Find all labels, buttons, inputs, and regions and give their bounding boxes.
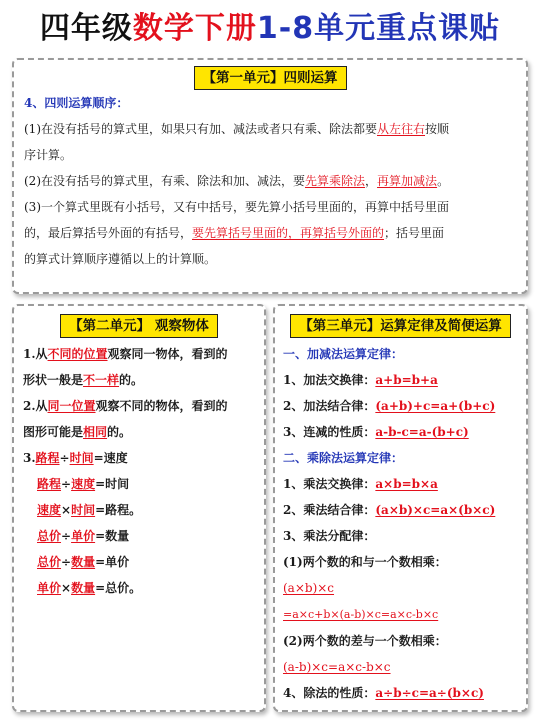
law-add-commutative: 1、加法交换律：a+b=b+a — [283, 373, 438, 387]
highlight-brackets: 要先算括号里面的，再算括号外面的 — [192, 226, 385, 240]
law-mul-associative: 2、乘法结合律：(a×b)×c=a×(b×c) — [283, 503, 496, 517]
unit3-card — [273, 304, 528, 712]
formula-row: 单价×数量=总价。 — [37, 581, 142, 595]
unit1-card — [12, 58, 528, 294]
unit1-rule1-line1: (1)在没有括号的算式里，如果只有加、减法或者只有乘、除法都要从左往右按顺 — [24, 122, 450, 136]
distributive-sum-label: (1)两个数的和与一个数相乘： — [283, 555, 447, 569]
unit1-section-title: 4、四则运算顺序： — [24, 96, 129, 110]
page-title — [0, 6, 540, 52]
unit2-line1: 1.从不同的位置观察同一物体，看到的 — [23, 347, 228, 361]
law-distributive-label: 3、乘法分配律： — [283, 529, 376, 543]
formula-row: 总价÷数量=单价 — [37, 555, 130, 569]
title-units: 1-8单元重点课贴 — [256, 11, 501, 46]
distributive-sum-formula-2: =a×c+b×(a-b)×c=a×c-b×c — [283, 608, 439, 621]
unit2-card — [12, 304, 266, 712]
unit2-line4: 图形可能是相同的。 — [23, 425, 132, 439]
highlight-add-sub-then: 再算加减法 — [377, 174, 438, 188]
unit1-rule3-line1: (3)一个算式里既有小括号，又有中括号，要先算小括号里面的，再算中括号里面 — [24, 200, 450, 214]
unit1-rule2: (2)在没有括号的算式里，有乘、除法和加、减法，要先算乘除法，再算加减法。 — [24, 174, 450, 188]
law-subtraction-property: 3、连减的性质：a-b-c=a-(b+c) — [283, 425, 469, 439]
highlight-mul-div-first: 先算乘除法 — [305, 174, 366, 188]
formula-row: 总价÷单价=数量 — [37, 529, 130, 543]
formula-row: 速度×时间=路程。 — [37, 503, 142, 517]
law-division-property: 4、除法的性质：a÷b÷c=a÷(b×c) — [283, 686, 484, 700]
law-add-associative: 2、加法结合律：(a+b)+c=a+(b+c) — [283, 399, 496, 413]
unit2-line2: 形状一般是不一样的。 — [23, 373, 144, 387]
unit1-rule1-line2: 序计算。 — [24, 148, 73, 162]
unit3-header: 【第三单元】运算定律及简便运算 — [290, 314, 511, 338]
unit2-line3: 2.从同一位置观察不同的物体，看到的 — [23, 399, 228, 413]
unit1-rule3-line2: 的，最后算括号外面的有括号，要先算括号里面的，再算括号外面的；括号里面 — [24, 226, 445, 240]
title-subject: 数学下册 — [132, 11, 257, 46]
law-mul-commutative: 1、乘法交换律：a×b=b×a — [283, 477, 438, 491]
unit3-section1-title: 一、加减法运算定律： — [283, 347, 404, 361]
unit3-section2-title: 二、乘除法运算定律： — [283, 451, 404, 465]
formula-row: 路程÷速度=时间 — [37, 477, 130, 491]
unit1-rule3-line3: 的算式计算顺序遵循以上的计算顺。 — [24, 252, 217, 266]
highlight-left-to-right: 从左往右 — [377, 122, 426, 136]
formula-row: 3.路程÷时间=速度 — [23, 451, 128, 465]
unit2-header: 【第二单元】 观察物体 — [60, 314, 218, 338]
distributive-diff-label: (2)两个数的差与一个数相乘： — [283, 634, 447, 648]
distributive-diff-formula: (a-b)×c=a×c-b×c — [283, 660, 391, 674]
unit1-header: 【第一单元】四则运算 — [194, 66, 347, 90]
title-grade: 四年级 — [39, 11, 133, 46]
distributive-sum-formula-1: (a×b)×c — [283, 581, 335, 595]
